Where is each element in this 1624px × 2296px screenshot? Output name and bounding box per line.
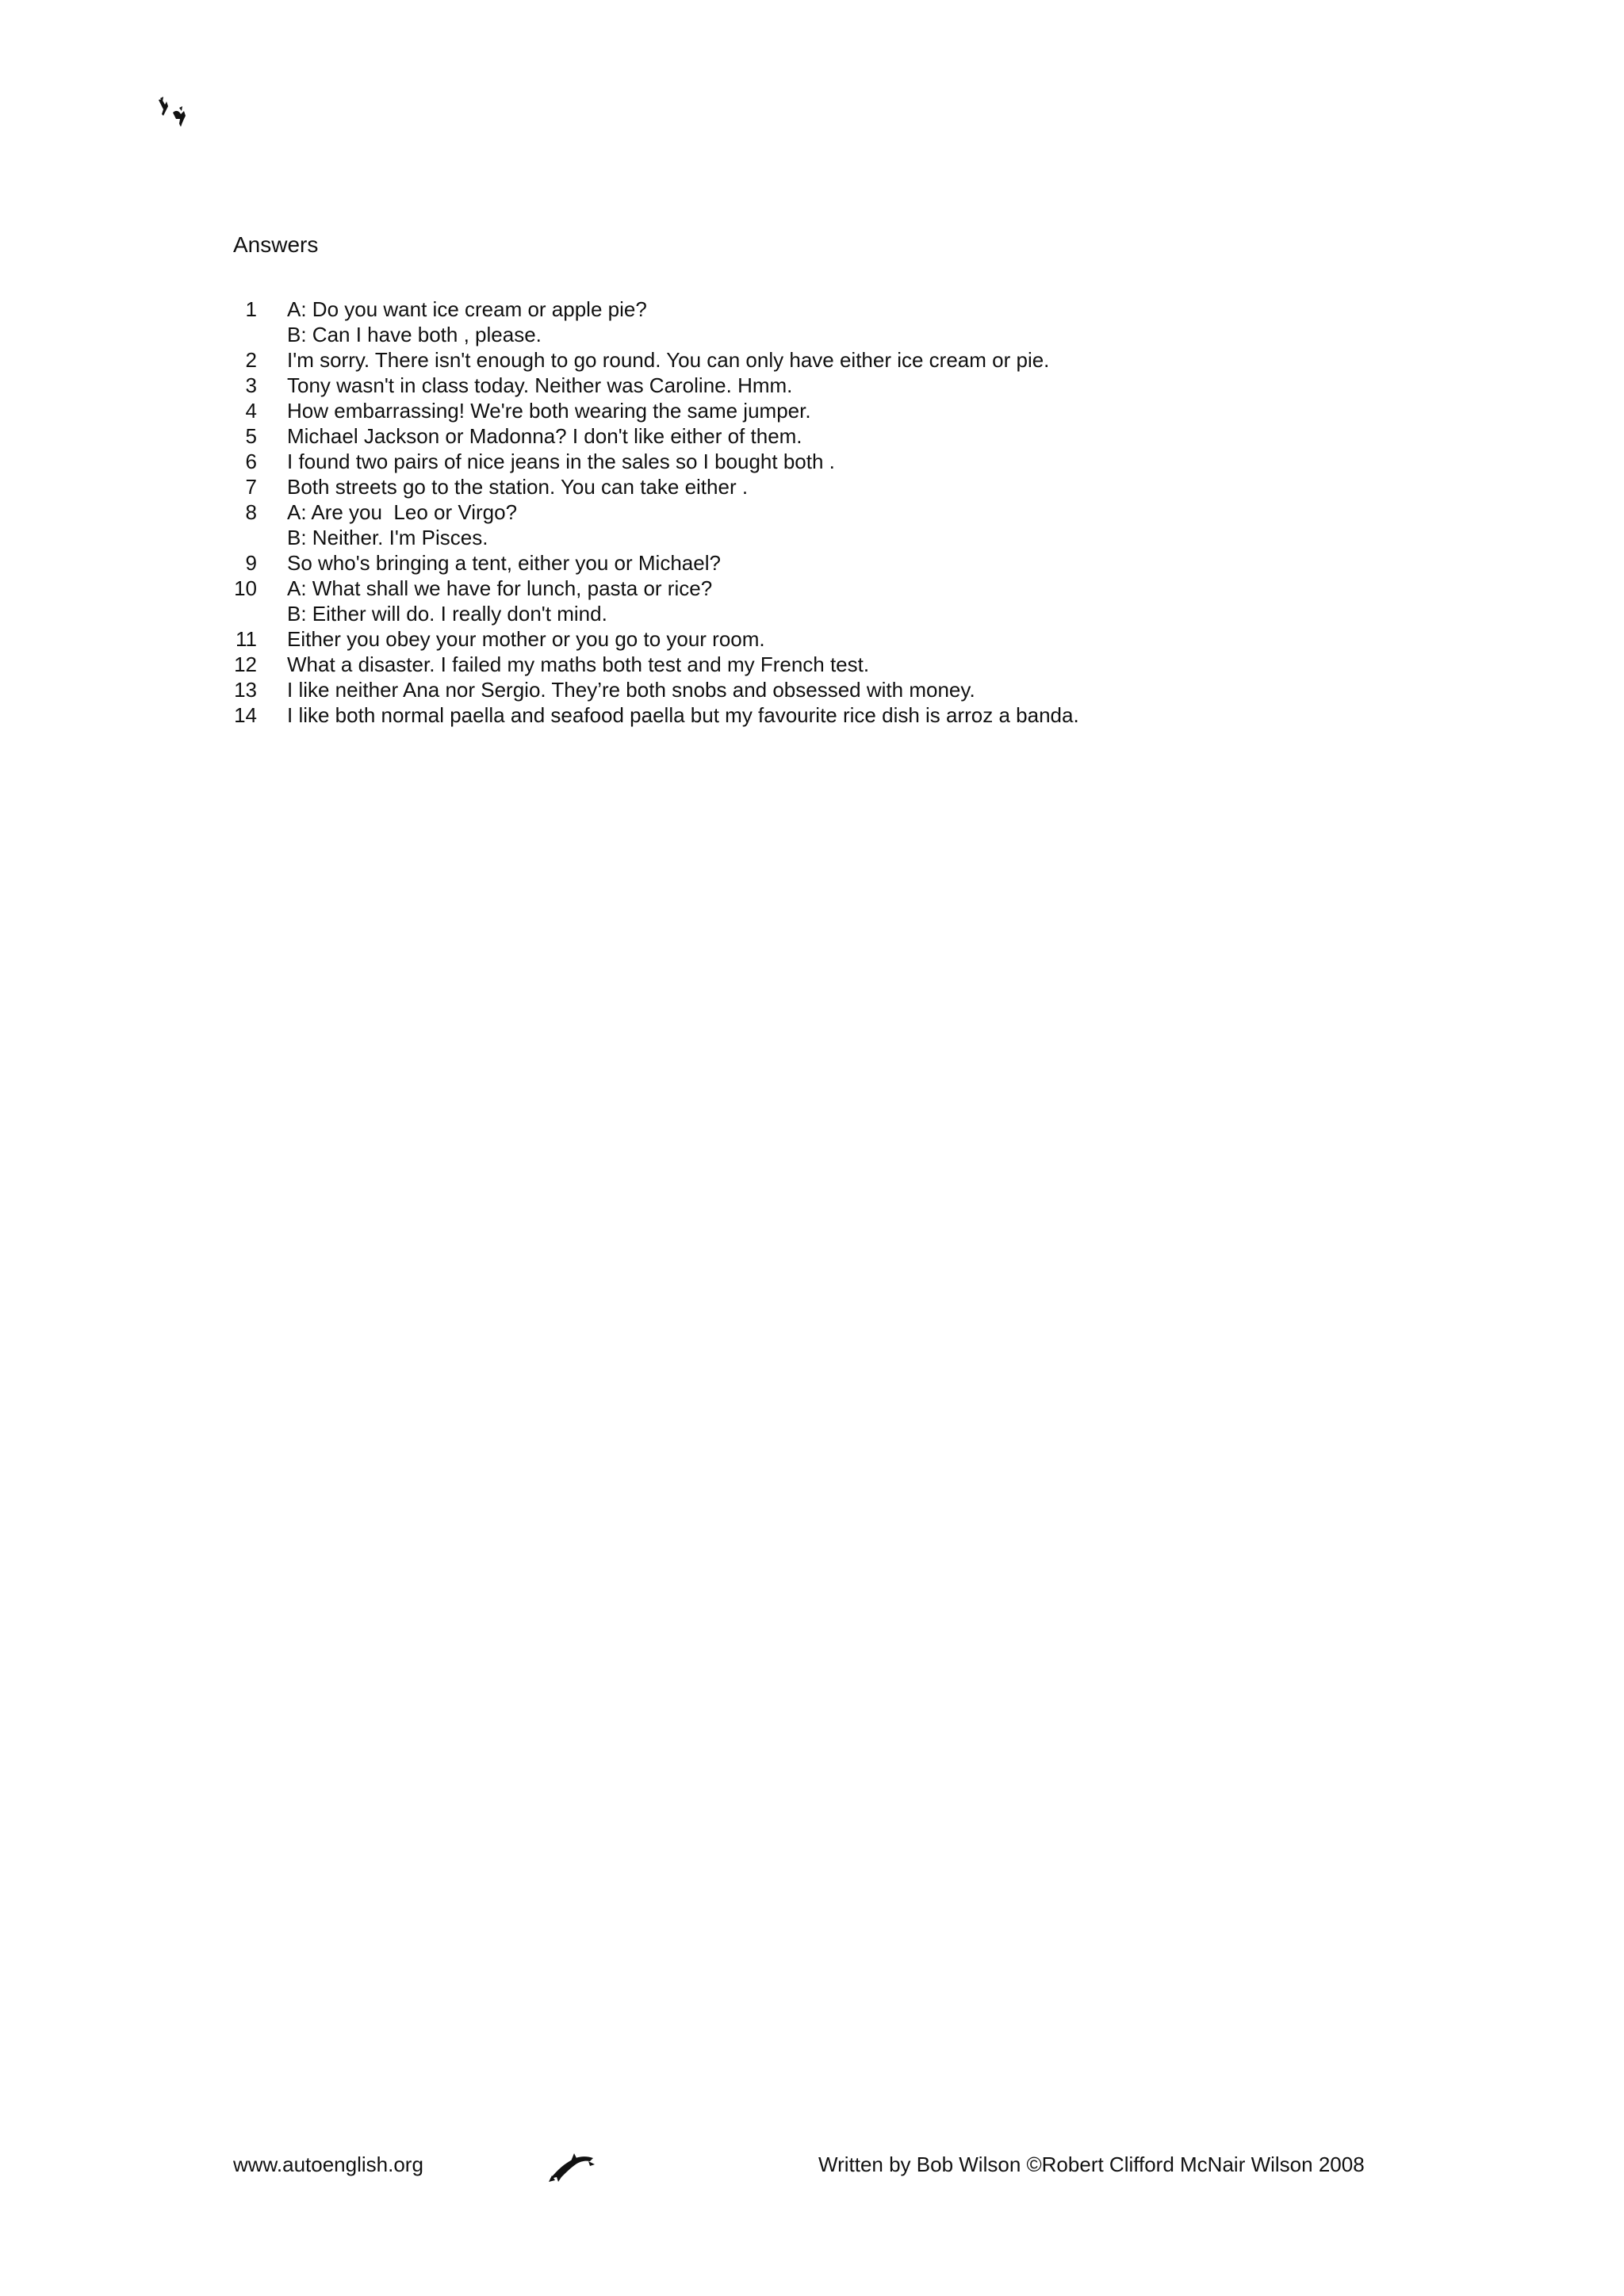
answer-line: I like both normal paella and seafood paella but my favourite rice dish is arroz a banda. bbox=[287, 703, 1079, 727]
answer-line: How embarrassing! We're both wearing the same jumper. bbox=[287, 399, 811, 423]
answer-number: 13 bbox=[234, 678, 257, 702]
answer-text bbox=[287, 398, 1423, 423]
answer-line: B: Neither. I'm Pisces. bbox=[287, 526, 488, 549]
website-link[interactable]: www.autoenglish.org bbox=[233, 2152, 423, 2176]
answer-line: A: Do you want ice cream or apple pie? bbox=[287, 297, 647, 321]
answer-number: 5 bbox=[245, 424, 257, 448]
answer-line: Michael Jackson or Madonna? I don't like either of them. bbox=[287, 424, 802, 448]
answer-item bbox=[233, 398, 1423, 423]
answer-number: 1 bbox=[245, 297, 257, 321]
answer-text bbox=[287, 626, 1423, 652]
answer-line: Tony wasn't in class today. Neither was Caroline. Hmm. bbox=[287, 373, 793, 397]
answer-item bbox=[233, 474, 1423, 499]
answer-item bbox=[233, 626, 1423, 652]
answer-item bbox=[233, 347, 1423, 373]
answer-number: 8 bbox=[245, 500, 257, 524]
answer-item bbox=[233, 677, 1423, 702]
answer-item bbox=[233, 550, 1423, 576]
answer-text bbox=[287, 576, 1423, 626]
answer-text bbox=[287, 423, 1423, 449]
answer-line: I like neither Ana nor Sergio. They’re both snobs and obsessed with money. bbox=[287, 678, 975, 702]
answer-item bbox=[233, 373, 1423, 398]
dolphin-logo-icon bbox=[547, 2147, 598, 2183]
page-footer bbox=[233, 2152, 1423, 2183]
answer-number: 2 bbox=[245, 348, 257, 372]
answer-number: 9 bbox=[245, 551, 257, 575]
answer-text bbox=[287, 297, 1423, 347]
answer-number: 10 bbox=[234, 576, 257, 600]
answer-text bbox=[287, 347, 1423, 373]
answer-line: B: Can I have both , please. bbox=[287, 323, 542, 346]
answer-text bbox=[287, 550, 1423, 576]
answer-text bbox=[287, 702, 1423, 728]
answer-text bbox=[287, 499, 1423, 550]
answer-line: I'm sorry. There isn't enough to go round. You can only have either ice cream or pie. bbox=[287, 348, 1050, 372]
answer-line: Either you obey your mother or you go to your room. bbox=[287, 627, 765, 651]
answer-text bbox=[287, 652, 1423, 677]
answer-number: 12 bbox=[234, 652, 257, 676]
answer-number: 3 bbox=[245, 373, 257, 397]
answer-item bbox=[233, 449, 1423, 474]
answer-line: I found two pairs of nice jeans in the sales so I bought both . bbox=[287, 450, 835, 473]
answer-text bbox=[287, 474, 1423, 499]
answer-number: 11 bbox=[236, 627, 257, 651]
answer-number: 6 bbox=[245, 450, 257, 473]
answer-item bbox=[233, 652, 1423, 677]
birds-logo-icon bbox=[155, 95, 192, 132]
answer-line: A: Are you Leo or Virgo? bbox=[287, 500, 518, 524]
page-title: Answers bbox=[233, 232, 319, 257]
answer-line: A: What shall we have for lunch, pasta or rice? bbox=[287, 576, 713, 600]
answer-line: What a disaster. I failed my maths both test and my French test. bbox=[287, 652, 870, 676]
answer-item bbox=[233, 576, 1423, 626]
answer-line: So who's bringing a tent, either you or Michael? bbox=[287, 551, 721, 575]
answer-item bbox=[233, 499, 1423, 550]
answer-text bbox=[287, 373, 1423, 398]
answer-item bbox=[233, 423, 1423, 449]
answer-line: B: Either will do. I really don't mind. bbox=[287, 602, 607, 626]
answer-number: 14 bbox=[234, 703, 257, 727]
copyright-credit: Written by Bob Wilson ©Robert Clifford McNair Wilson 2008 bbox=[818, 2152, 1365, 2176]
answer-number: 4 bbox=[245, 399, 257, 423]
answer-item bbox=[233, 702, 1423, 728]
answer-text bbox=[287, 449, 1423, 474]
answer-number: 7 bbox=[245, 475, 257, 499]
answer-text bbox=[287, 677, 1423, 702]
answer-item bbox=[233, 297, 1423, 347]
answer-line: Both streets go to the station. You can take either . bbox=[287, 475, 749, 499]
answer-list bbox=[233, 297, 1423, 728]
